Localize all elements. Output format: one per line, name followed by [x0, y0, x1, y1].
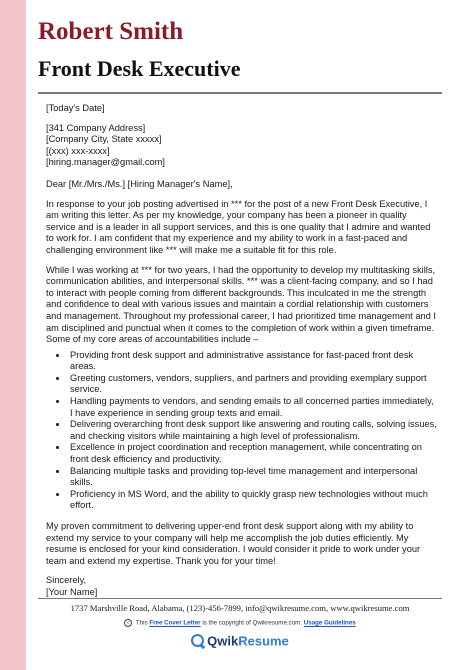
- list-item: • Delivering overarching front desk support like answering and routing calls, solving issues, and checking visitors while maintaining a high level of professionalism.: [68, 419, 438, 442]
- applicant-name: Robert Smith: [38, 18, 184, 45]
- header-divider: [38, 92, 442, 94]
- signature-name: [Your Name]: [46, 586, 98, 597]
- list-item: • Balancing multiple tasks and providing top-level time management and interpersonal skills.: [68, 466, 438, 489]
- job-title: Front Desk Executive: [38, 56, 241, 81]
- accountabilities-list: [46, 350, 438, 512]
- address-line: [341 Company Address]: [46, 122, 146, 133]
- letter-date: [Today's Date]: [46, 103, 105, 113]
- footer-contact: 1737 Marshville Road, Alabama, (123)-456-7899, info@qwikresume.com, www.qwikresume.com: [70, 603, 410, 613]
- credit-prefix: This: [135, 619, 148, 627]
- paragraph-intro: In response to your job posting advertised in *** for the post of a new Front Desk Executive, I am writing this letter. As per my knowledge, your company has been a pioneer in quality service and is a leader in all support services, and this is one quality that I admire and wanted to work for. I am confident that my experience and my ability to work in a fast-paced and challenging environment like *** will make me a suitable fit for this role.: [46, 198, 431, 255]
- magnifier-icon: [191, 634, 204, 647]
- address-line: [hiring.manager@gmail.com]: [46, 157, 165, 168]
- free-cover-letter-link[interactable]: Free Cover Letter: [149, 619, 201, 627]
- decorative-side-bar: [0, 0, 26, 670]
- list-item: • Excellence in project coordination and reception management, while concentrating on front desk efficiency and productivity.: [68, 442, 438, 465]
- credit-middle: is the copyright of Qwikresume.com.: [202, 619, 303, 627]
- footer-divider: [38, 598, 442, 599]
- paragraph-closing: My proven commitment to delivering upper-end front desk support along with my ability to extend my service to your company will help me accomplish the job duties efficiently. My resume is enclosed for your kind consideration. I would consider it pride to work under your team and extend my expertise. Thank you for your time!: [46, 521, 421, 566]
- signature-block: [46, 575, 438, 598]
- usage-guidelines-link[interactable]: Usage Guidelines: [303, 619, 356, 627]
- qwikresume-logo: [38, 632, 442, 650]
- salutation: Dear [Mr./Mrs./Ms.] [Hiring Manager's Name],: [46, 178, 233, 189]
- copyright-credit: [38, 619, 442, 627]
- cover-letter-page: [38, 0, 442, 670]
- paragraph-experience: While I was working at *** for two years, I had the opportunity to develop my multitasking skills, communication abilities, and interpersonal skills. *** was a client-facing company, and so I had to interact with people coming from different backgrounds. This inculcated in me the strength and confidence to deal with various issues and maintain a cordial relationship with customers and management. Throughout my professional career, I had prioritized time management and I am disciplined and punctual when it comes to the completion of work within a given timeframe. Some of my core areas of accountabilities include –: [46, 264, 437, 345]
- list-item: • Providing front desk support and administrative assistance for fast-paced front desk areas.: [68, 350, 438, 373]
- closing: Sincerely,: [46, 575, 87, 586]
- brand-name: QwikResume: [207, 633, 289, 649]
- letter-body: [46, 103, 438, 599]
- address-line: [(xxx) xxx-xxxx]: [46, 145, 110, 156]
- list-item: • Handling payments to vendors, and sending emails to all concerned parties immediately, I have experience in sending group texts and email.: [68, 396, 438, 419]
- copyright-icon: c: [124, 619, 132, 627]
- list-item: • Greeting customers, vendors, suppliers, and partners and providing exemplary support service.: [68, 373, 438, 396]
- list-item: • Proficiency in MS Word, and the ability to quickly grasp new technologies without much effort.: [68, 489, 438, 512]
- address-line: [Company City, State xxxxx]: [46, 134, 162, 145]
- recipient-address: [46, 123, 438, 169]
